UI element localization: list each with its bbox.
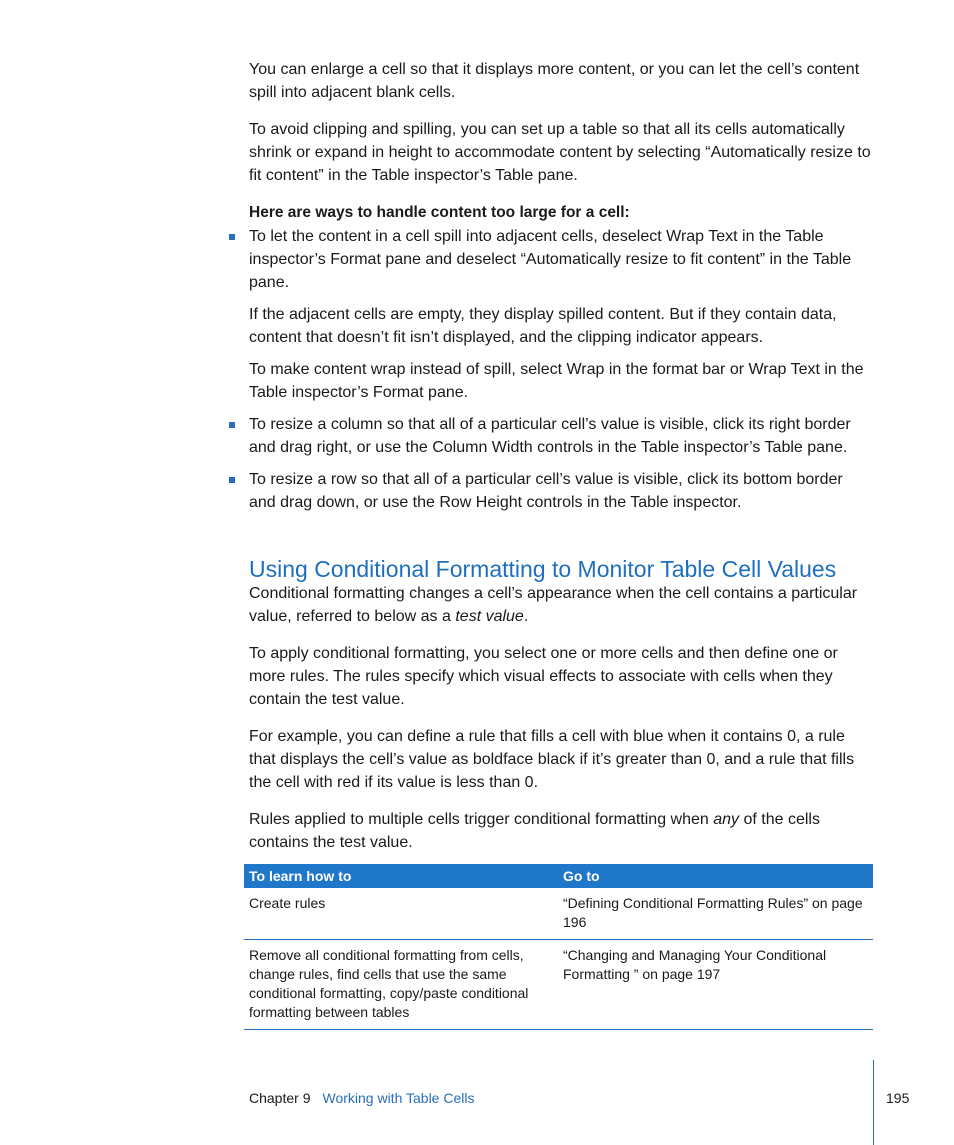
bullet-square-icon — [229, 422, 235, 428]
bullet-subparagraph: To make content wrap instead of spill, select Wrap in the format bar or Wrap Text in the Table inspector’s Format pane. — [249, 361, 864, 401]
bullet-text: To resize a column so that all of a particular cell’s value is visible, click its right border and drag right, or use the Column Width controls in the Table inspector’s Table pane. — [249, 416, 851, 456]
chapter-label: Chapter 9 — [249, 1090, 311, 1106]
table-header-row — [244, 864, 873, 888]
table-cell-topic: Create rules — [244, 888, 558, 940]
chapter-title-link[interactable]: Working with Table Cells — [322, 1090, 475, 1106]
page-number: 195 — [886, 1090, 910, 1106]
column-header: To learn how to — [244, 864, 558, 888]
column-header: Go to — [558, 864, 873, 888]
bullet-text: To let the content in a cell spill into adjacent cells, deselect Wrap Text in the Table inspector’s Format pane and deselect “Automatically resize to fit content” in the Table pane. — [249, 228, 852, 291]
list-item — [249, 468, 871, 514]
footer-divider — [873, 1060, 874, 1145]
table-row — [244, 940, 873, 1030]
table-row — [244, 888, 873, 940]
lead-in-heading: Here are ways to handle content too large for a cell: — [249, 204, 630, 221]
paragraph-conditional-formatting: Conditional formatting changes a cell’s appearance when the cell contains a particular value, referred to below as a test value. — [249, 585, 858, 625]
bullet-square-icon — [229, 477, 235, 483]
learn-how-table — [244, 864, 873, 1030]
bullet-list — [249, 225, 871, 514]
bullet-subparagraph: If the adjacent cells are empty, they display spilled content. But if they contain data, content that doesn’t fit isn’t displayed, and the clipping indicator appears. — [249, 306, 837, 346]
emphasis-test-value: test value — [455, 608, 524, 625]
page-content — [249, 58, 871, 854]
table-cell-topic: Remove all conditional formatting from cells, change rules, find cells that use the same conditional formatting, copy/paste conditional formatting between tables — [244, 940, 558, 1030]
section-heading: Using Conditional Formatting to Monitor Table Cell Values — [249, 556, 837, 582]
page-footer — [249, 1089, 474, 1107]
bullet-square-icon — [229, 234, 235, 240]
list-item — [249, 225, 871, 404]
paragraph-enlarge-cell: You can enlarge a cell so that it displays more content, or you can let the cell’s content spill into adjacent blank cells. — [249, 61, 860, 101]
paragraph-avoid-clipping: To avoid clipping and spilling, you can set up a table so that all its cells automatically shrink or expand in height to accommodate content by selecting “Automatically resize to fit content” in the Table inspector’s Table pane. — [249, 121, 871, 184]
section-body — [249, 582, 871, 854]
table-cell-link[interactable]: “Defining Conditional Formatting Rules” on page 196 — [558, 888, 873, 940]
paragraph-multiple-cells: Rules applied to multiple cells trigger conditional formatting when any of the cells contains the test value. — [249, 811, 820, 851]
paragraph-example: For example, you can define a rule that fills a cell with blue when it contains 0, a rule that displays the cell’s value as boldface black if it’s greater than 0, and a rule that fills the cell with red if its value is less than 0. — [249, 728, 855, 791]
bullet-text: To resize a row so that all of a particular cell’s value is visible, click its bottom border and drag down, or use the Row Height controls in the Table inspector. — [249, 471, 843, 511]
list-item — [249, 413, 871, 459]
paragraph-apply-rules: To apply conditional formatting, you select one or more cells and then define one or more rules. The rules specify which visual effects to associate with cells when they contain the test value. — [249, 645, 838, 708]
table-cell-link[interactable]: “Changing and Managing Your Conditional Formatting ” on page 197 — [558, 940, 873, 1030]
emphasis-any: any — [713, 811, 740, 828]
